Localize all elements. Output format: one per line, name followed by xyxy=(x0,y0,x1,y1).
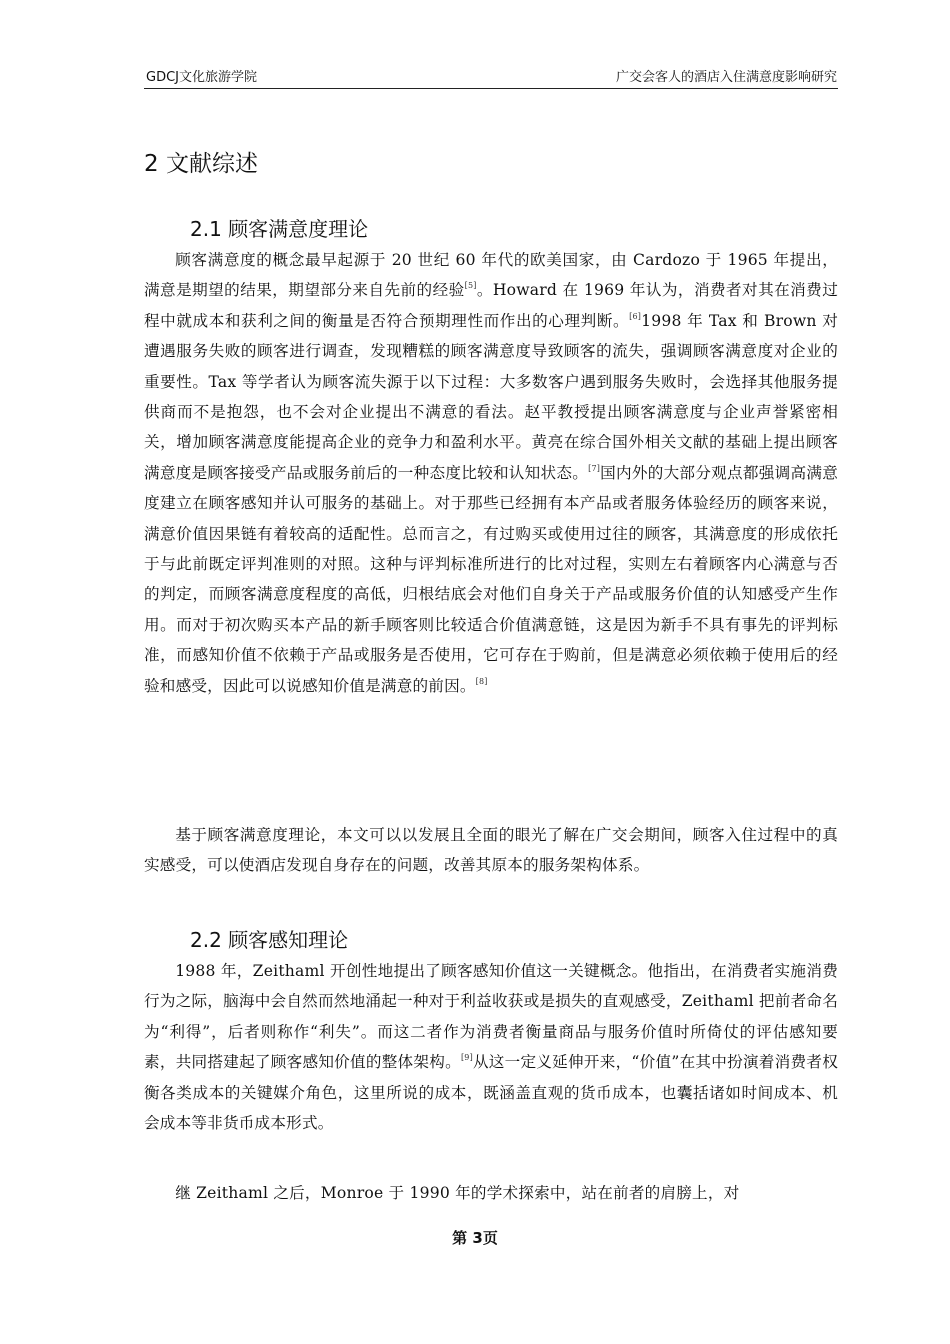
citation-ref: [7] xyxy=(588,463,601,473)
page-header-right: 广交会客人的酒店入住满意度影响研究 xyxy=(615,70,837,85)
paragraph-satisfaction-theory xyxy=(144,245,838,701)
chapter-title: 2 文献综述 xyxy=(144,151,258,177)
paragraph-text: 1998 年 Tax 和 Brown 对遭遇服务失败的顾客进行调查，发现糟糕的顾客满意度导致顾客的流失，强调顾客满意度对企业的重要性。Tax 等学者认为顾客流失源于以下过程：大多数客户遇到服务失败时，会选择其他服务提供商而不是抱怨，也不会对企业提出不满意的看法。赵平教授提出顾客满意度与企业声誉紧密相关，增加顾客满意度能提高企业的竞争力和盈利水平。黄亮在综合国外相关文献的基础上提出顾客满意度是顾客接受产品或服务前后的一种态度比较和认知状态。 xyxy=(144,311,838,482)
citation-ref: [5] xyxy=(464,281,477,291)
page-number-footer: 第 3页 xyxy=(452,1229,498,1247)
paragraph-monroe: 继 Zeithaml 之后，Monroe 于 1990 年的学术探索中，站在前者的肩膀上，对 xyxy=(175,1184,740,1202)
header-rule xyxy=(144,88,838,89)
page-header-left: GDCJ文化旅游学院 xyxy=(146,70,257,85)
citation-ref: [6] xyxy=(629,311,642,321)
paragraph-perception-theory xyxy=(144,956,838,1138)
paragraph-text: 从这一定义延伸开来，“价值”在其中扮演着消费者权衡各类成本的关键媒介角色，这里所说的成本，既涵盖直观的货币成本，也囊括诸如时间成本、机会成本等非货币成本形式。 xyxy=(144,1053,838,1133)
section-title-2-2: 2.2 顾客感知理论 xyxy=(190,928,349,952)
paragraph-text: 国内外的大部分观点都强调高满意度建立在顾客感知并认可服务的基础上。对于那些已经拥有本产品或者服务体验经历的顾客来说，满意价值因果链有着较高的适配性。总而言之，有过购买或使用过往的顾客，其满意度的形成依托于与此前既定评判准则的对照。这种与评判标准所进行的比对过程，实则左右着顾客内心满意与否的判定，而顾客满意度程度的高低，归根结底会对他们自身关于产品或服务价值的认知感受产生作用。而对于初次购买本产品的新手顾客则比较适合价值满意链，这是因为新手不具有事先的评判标准，而感知价值不依赖于产品或服务是否使用，它可存在于购前，但是满意必须依赖于使用后的经验和感受，因此可以说感知价值是满意的前因。 xyxy=(144,463,838,695)
paragraph-text: 1988 年，Zeithaml 开创性地提出了顾客感知价值这一关键概念。他指出，在消费者实施消费行为之际，脑海中会自然而然地涌起一种对于利益收获或是损失的直观感受，Zeithaml 把前者命名为“利得”，后者则称作“利失”。而这二者作为消费者衡量商品与服务价值时所倚仗的评估感知要素，共同搭建起了顾客感知价值的整体架构。 xyxy=(144,962,838,1072)
paragraph-text: 顾客满意度的概念最早起源于 20 世纪 60 年代的欧美国家，由 Cardozo 于 1965 年提出，满意是期望的结果，期望部分来自先前的经验 xyxy=(144,251,838,300)
section-title-2-1: 2.1 顾客满意度理论 xyxy=(190,217,369,241)
citation-ref: [9] xyxy=(460,1053,473,1063)
citation-ref: [8] xyxy=(475,676,488,686)
paragraph-satisfaction-summary: 基于顾客满意度理论，本文可以以发展且全面的眼光了解在广交会期间，顾客入住过程中的真实感受，可以使酒店发现自身存在的问题，改善其原本的服务架构体系。 xyxy=(144,826,838,875)
paragraph-text: 。Howard 在 1969 年认为，消费者对其在消费过程中就成本和获利之间的衡量是否符合预期理性而作出的心理判断。 xyxy=(144,281,838,330)
